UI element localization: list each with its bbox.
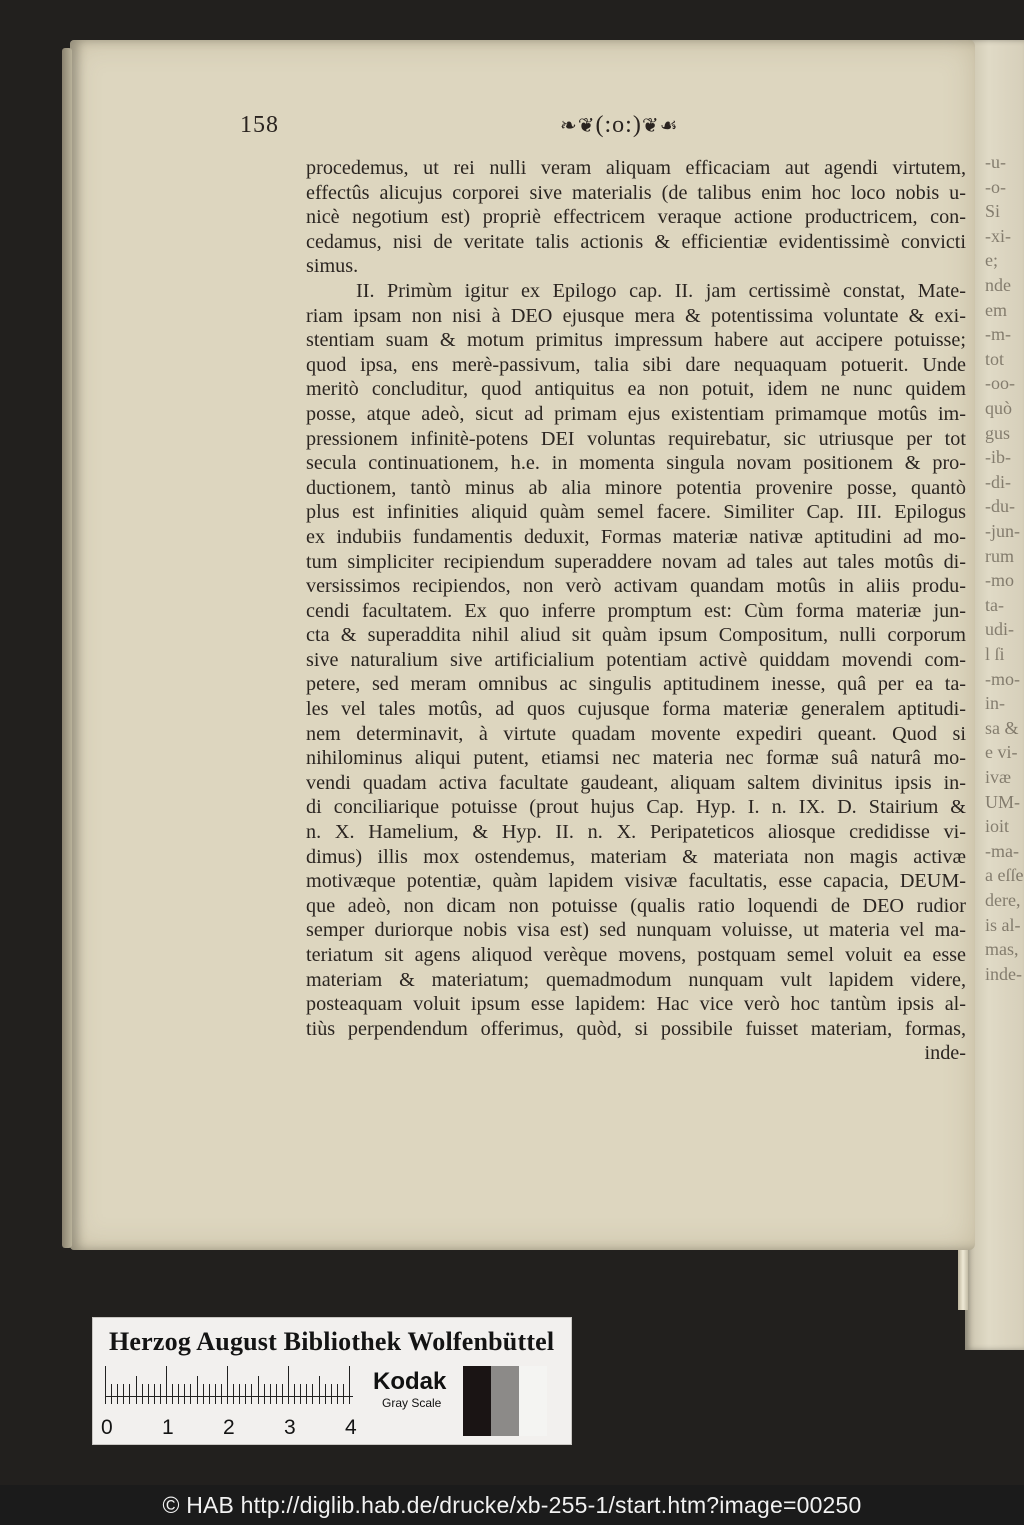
text-line: petere, sed meram omnibus ac singulis aptitudinem inesse, quâ per ea ta- (306, 673, 966, 696)
scale-number: 1 (162, 1416, 174, 1439)
ruler-tick (172, 1384, 173, 1404)
ruler-tick (306, 1384, 307, 1404)
ruler-tick (325, 1384, 326, 1404)
facing-page-fragment: in- (985, 693, 1005, 714)
text-line: que adeò, non dicam non potuisse (qualis ratio loquendi de DEO rudior (306, 894, 966, 917)
text-line: pressionem infinitè-potens DEI voluntas requirebatur, sic utriusque per tot (306, 427, 966, 450)
header-ornament (560, 112, 679, 139)
ruler-tick (221, 1384, 222, 1404)
right-flourish-icon: ❦☙ (641, 113, 679, 137)
facing-page-fragment: -mo- (985, 668, 1020, 689)
ruler-tick (331, 1384, 332, 1404)
ruler-tick (178, 1384, 179, 1404)
facing-page-fragment: gus (985, 422, 1011, 443)
gray-patch (463, 1366, 491, 1436)
ruler-tick (251, 1384, 252, 1404)
ruler-tick (300, 1384, 301, 1404)
ruler-tick (288, 1366, 289, 1404)
ruler-tick (111, 1384, 112, 1404)
facing-page-fragment: tot (985, 348, 1005, 369)
ruler-tick (203, 1384, 204, 1404)
ruler-tick (123, 1384, 124, 1404)
scale-number: 3 (284, 1416, 296, 1439)
text-line: plus est infinities aliquid quàm semel facere. Similiter Cap. III. Epilogus (306, 501, 966, 524)
facing-page-fragment: -xi- (985, 225, 1011, 246)
facing-page-fragment: e; (985, 250, 998, 271)
text-line: versissimos recipiendos, non verò activam quandam motûs in aliis produ- (306, 575, 966, 598)
ruler-tick (209, 1384, 210, 1404)
text-line: stentiam suam & motum primitus impressum habere aut accipere potuisse; (306, 329, 966, 352)
facing-page-fragment: rum (985, 545, 1014, 566)
facing-page-fragment: UM- (985, 791, 1020, 812)
text-line: posteaquam voluit ipsum esse lapidem: Hac vice verò hoc tantùm ipsis al- (306, 993, 966, 1016)
facing-page-fragment: -u- (985, 152, 1006, 172)
ruler-tick (227, 1366, 228, 1404)
ruler-tick (129, 1384, 130, 1404)
facing-page-fragment: mas, (985, 939, 1019, 960)
ruler-tick (142, 1384, 143, 1404)
ruler-tick (197, 1376, 198, 1404)
text-line: nicè negotium est) propriè effectricem veraque actione productricem, con- (306, 206, 966, 229)
text-line: teriatum sit agens aliquod verèque movens, postquam semel voluit ea esse (306, 944, 966, 966)
ruler-tick (294, 1384, 295, 1404)
kodak-logo: Kodak (373, 1368, 447, 1395)
facing-page-fragment: -o- (985, 176, 1006, 197)
facing-page-fragment: dere, (985, 890, 1021, 910)
facing-page-fragment: -ma- (985, 840, 1019, 861)
page-number: 158 (240, 112, 279, 138)
text-line: tum simpliciter recipiendum superaddere novam ad tales aut tales motûs di- (306, 550, 966, 573)
text-line: nihilominus aliqui putent, etiamsi nec materia nec formæ suâ naturâ mo- (306, 747, 966, 770)
text-line: procedemus, ut rei nulli veram aliquam efficaciam aut agendi virtutem, (306, 157, 966, 179)
scale-number: 2 (223, 1416, 235, 1439)
text-line: vendi quadam activa facultate gaudeant, aliquam saltem divinitus ipsis in- (306, 771, 966, 794)
facing-page-fragment: l ſi (985, 644, 1005, 664)
ruler-tick (233, 1384, 234, 1404)
library-name: Herzog August Bibliothek Wolfenbüttel (109, 1327, 555, 1356)
text-line: motivæque potentiæ, quàm lapidem visivæ facultatis, esse capacia, DEUM- (306, 870, 966, 893)
measurement-ruler (105, 1370, 353, 1410)
ruler-tick (166, 1366, 167, 1404)
calibration-card (92, 1317, 572, 1445)
text-line: sive naturalium sive artificialium potentiam activè quiddam movendi com- (306, 648, 966, 671)
ruler-tick (270, 1384, 271, 1404)
ruler-tick (264, 1384, 265, 1404)
text-line: II. Primùm igitur ex Epilogo cap. II. jam certissimè constat, Mate- (356, 279, 966, 302)
text-line: cta & superaddita nihil aliud sit quàm ipsum Compositum, nulli corporum (306, 624, 966, 647)
footer-bar (0, 1485, 1024, 1525)
facing-page-fragment: ioit (985, 816, 1010, 837)
ruler-tick (190, 1384, 191, 1404)
text-line: semper duriorque nobis visa est) sed nunquam voluisse, ut materia vel ma- (306, 919, 966, 942)
ruler-tick (337, 1384, 338, 1404)
ruler-tick (319, 1376, 320, 1404)
ruler-tick (148, 1384, 149, 1404)
text-line: ex indubiis fundamentis deduxit, Formas materiæ nativæ aptitudini ad mo- (306, 525, 966, 548)
text-line: cendi facultatem. Ex quo inferre promptum est: Cùm forma materiæ jun- (306, 599, 966, 622)
text-line: posse, atque adeò, sicut ad primam ejus existentiam primamque motûs im- (306, 402, 966, 425)
footer-credit: © HAB http://diglib.hab.de/drucke/xb-255-1/start.htm?image=00250 (162, 1491, 862, 1518)
gray-patch (519, 1366, 547, 1436)
left-flourish-icon: ❧❦ (560, 113, 596, 137)
ruler-tick (258, 1376, 259, 1404)
ruler-tick (184, 1384, 185, 1404)
facing-page-fragment: ivæ (985, 767, 1012, 787)
ruler-tick (160, 1384, 161, 1404)
facing-page-fragment: is al- (985, 914, 1021, 935)
ruler-tick (276, 1384, 277, 1404)
facing-page-fragment: -di- (985, 471, 1011, 492)
text-line: inde- (924, 1042, 966, 1065)
facing-page-fragment: inde- (985, 963, 1022, 984)
facing-page-fragment: -du- (985, 496, 1015, 517)
text-line: riam ipsam non nisi à DEO ejusque mera & potentissima voluntate & exi- (306, 304, 966, 327)
text-line: les vel tales motûs, ad quos cujusque forma materiæ generalem aptitudi- (306, 698, 966, 721)
facing-page-fragment: a eſſe (985, 865, 1024, 886)
facing-page-fragment: -m- (985, 324, 1011, 345)
text-line: materiam & materiatum; quemadmodum nunquam vult lapidem videre, (306, 968, 966, 991)
ruler-tick (117, 1384, 118, 1404)
facing-page-fragment: -ib- (985, 447, 1011, 468)
facing-page-fragment: Si (985, 201, 1001, 222)
scale-number: 0 (101, 1416, 113, 1439)
text-line: effectûs alicujus corporei sive materialis (de talibus enim hoc loco nobis u- (306, 181, 966, 204)
ruler-scale-labels (101, 1416, 371, 1440)
ruler-tick (105, 1366, 106, 1404)
ruler-tick (239, 1384, 240, 1404)
facing-page-fragment: ta- (985, 594, 1004, 615)
ruler-tick (215, 1384, 216, 1404)
ruler-tick (343, 1384, 344, 1404)
text-line: n. X. Hamelium, & Hyp. II. n. X. Peripateticos aliosque credidisse vi- (306, 821, 966, 844)
text-line: di conciliarique potuisse (prout hujus Cap. Hyp. I. n. IX. D. Stairium & (306, 796, 966, 819)
text-line: quod ipsa, ens merè-passivum, talia sibi dare nequaquam potuerit. Unde (306, 353, 966, 376)
text-line: meritò concluditur, quod antiquitus ea non potuit, idem ne nunc quidem (306, 378, 966, 401)
ornament-center: (:o:) (595, 112, 642, 138)
ruler-tick (312, 1384, 313, 1404)
ruler-tick (136, 1376, 137, 1404)
facing-page-fragment: e vi- (985, 742, 1018, 763)
facing-page-fragment: nde (985, 275, 1011, 295)
gray-scale-label: Gray Scale (382, 1396, 442, 1410)
ruler-tick (282, 1384, 283, 1404)
ruler-tick (245, 1384, 246, 1404)
text-line: cedamus, nisi de veritate talis actionis & efficientiæ evidentissimè convicti (306, 230, 966, 253)
text-line: ductionem, tantò minus ab alia minore potentia provenire posse, quantò (306, 476, 966, 499)
text-line: tiùs perpendendum offerimus, quòd, si possibile fuisset materiam, formas, (306, 1017, 966, 1040)
running-head (240, 112, 970, 142)
facing-page-fragment: em (985, 299, 1007, 320)
body-text (306, 156, 966, 1066)
scale-number: 4 (345, 1416, 357, 1439)
text-line: simus. (306, 255, 359, 278)
facing-page-fragment: -oo- (985, 373, 1015, 394)
facing-page-fragment: -jun- (985, 521, 1020, 541)
ruler-tick (349, 1366, 350, 1404)
text-line: nem determinavit, à virtute quadam movente expediri queant. Quod si (306, 722, 966, 745)
facing-page-fragment: udi- (985, 619, 1014, 640)
facing-page-fragment: sa & (985, 717, 1019, 738)
text-line: secula continuationem, h.e. in momenta singula novam positionem & pro- (306, 452, 966, 475)
ruler-tick (154, 1384, 155, 1404)
facing-page-fragment: -mo (985, 570, 1014, 591)
gray-patch (491, 1366, 519, 1436)
text-line: dimus) illis mox ostendemus, materiam & materiata non magis activæ (306, 845, 966, 868)
facing-page-fragment: quò (985, 398, 1012, 418)
